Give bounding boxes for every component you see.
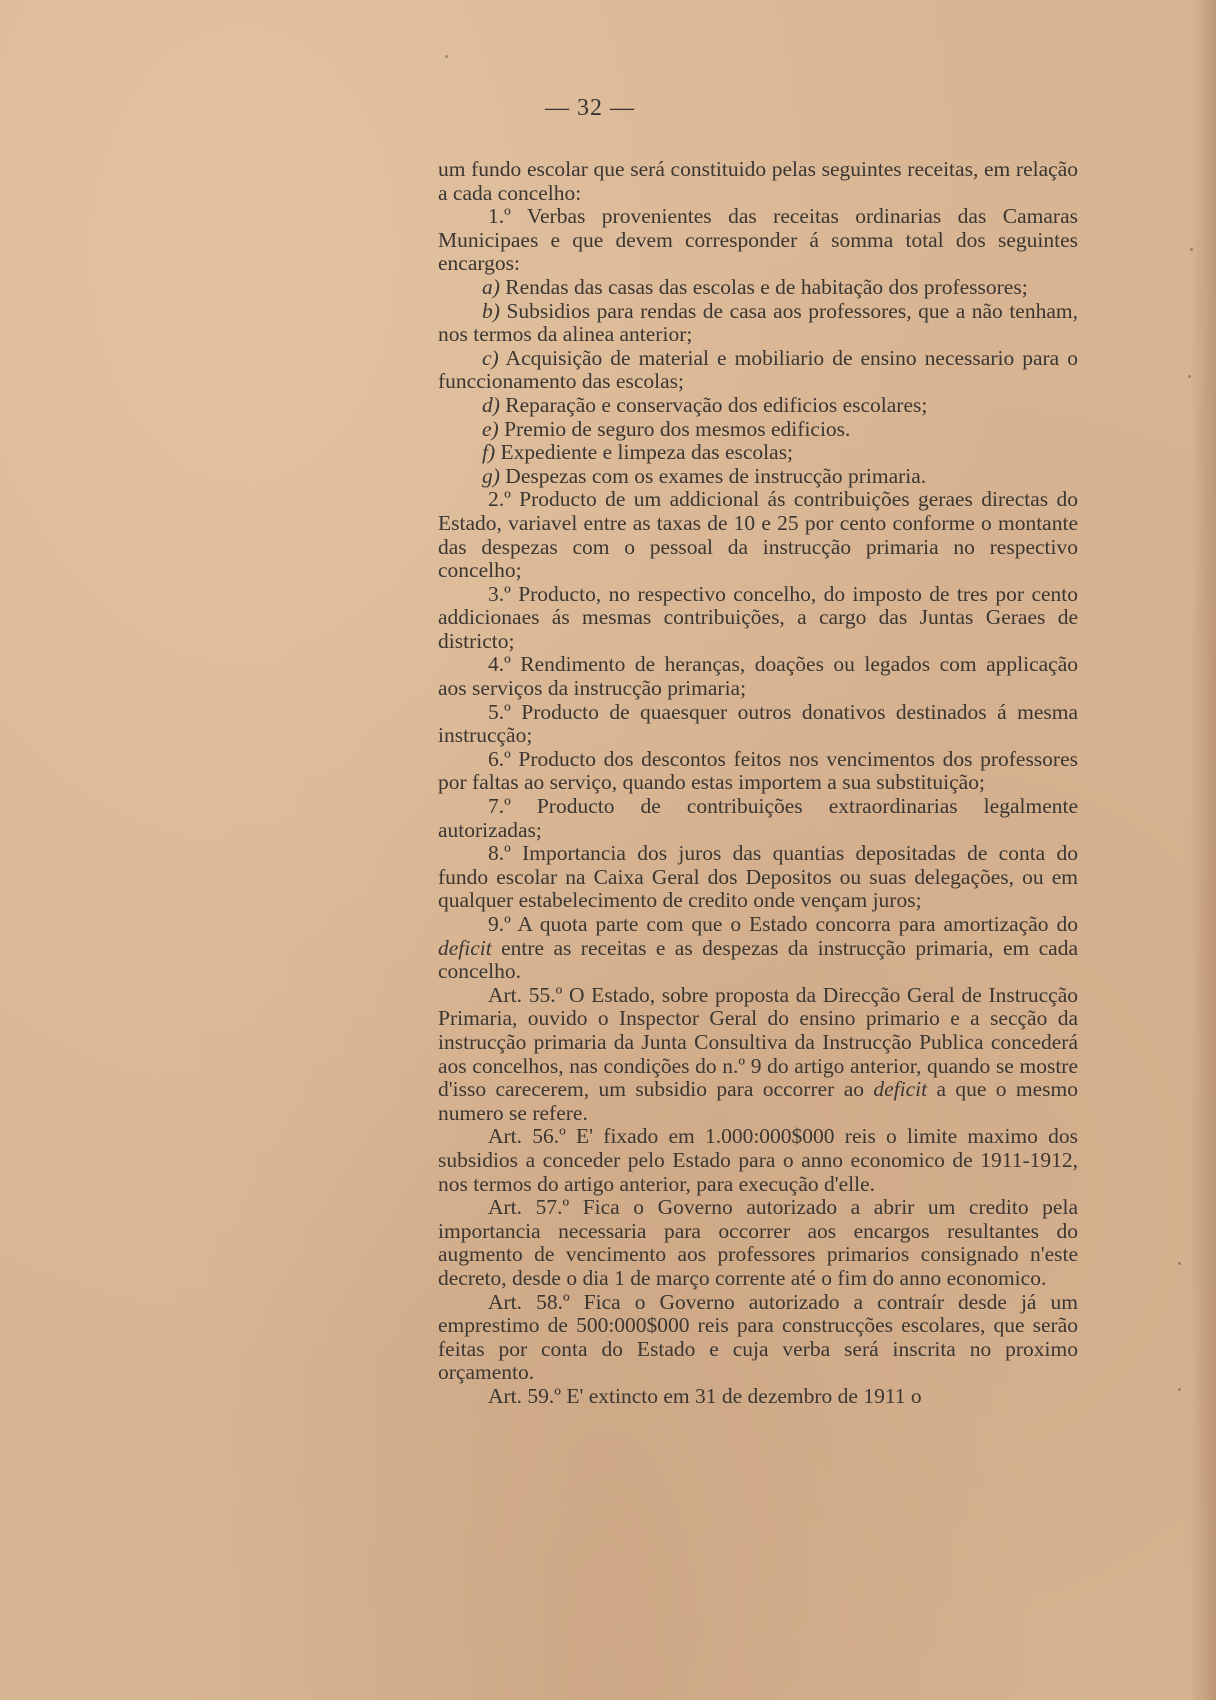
paragraph-intro: um fundo escolar que será constituido pelas seguintes receitas, em relação a cada concelho: [438,157,1078,205]
item-letter: f) [482,440,496,465]
paragraph-item-5: 5.º Producto de quaesquer outros donativos destinados á mesma instrucção; [438,699,1078,748]
paragraph-article-56: Art. 56.º E' fixado em 1.000:000$000 reis o limite maximo dos subsidios a conceder pelo Estado para o anno economico de 1911-1912, nos termos do artigo anterior, para execução d'elle. [438,1124,1078,1196]
page-edge-shadow [1190,0,1216,1700]
paper-speck [1178,1262,1181,1265]
paragraph-item-1: 1.º Verbas provenientes das receitas ordinarias das Camaras Municipaes e que devem corresponder á somma total dos seguintes encargos: [438,204,1078,276]
paragraph-item-a [438,276,1078,300]
item-letter: e) [482,416,499,441]
item-text: Rendas das casas das escolas e de habitação dos professores; [499,274,1028,299]
paragraph-item-4: 4.º Rendimento de heranças, doações ou legados com applicação aos serviços da instrucção primaria; [438,652,1078,701]
paragraph-item-6: 6.º Producto dos descontos feitos nos vencimentos dos professores por faltas ao serviço, quando estas importem a sua substituição; [438,746,1078,795]
paragraph-article-58: Art. 58.º Fica o Governo autorizado a contraír desde já um emprestimo de 500:000$000 reis para construcções escolares, que serão feitas por conta do Estado e cuja verba será inscrita no proximo orçamento. [438,1289,1078,1385]
paragraph-item-3: 3.º Producto, no respectivo concelho, do imposto de tres por cento addicionaes ás mesmas contribuições, a cargo das Juntas Geraes de districto; [438,581,1078,653]
paragraph-item-b [438,300,1078,347]
item-letter: d) [482,392,500,417]
item-letter: c) [482,345,499,370]
paragraph-article-59: Art. 59.º E' extincto em 31 de dezembro de 1911 o [488,1383,922,1408]
text-segment: entre as receitas e as despezas da instrucção primaria, em cada concelho. [438,935,1078,984]
item-text: Reparação e conservação dos edificios escolares; [499,392,928,417]
paper-speck [1188,375,1191,378]
paper-speck [1178,1388,1181,1391]
italic-term: deficit [873,1077,928,1102]
item-text: Despezas com os exames de instrucção primaria. [499,463,927,488]
item-letter: b) [482,298,500,323]
paragraph-item-9 [438,913,1078,984]
paragraph-article-57: Art. 57.º Fica o Governo autorizado a abrir um credito pela importancia necessaria para occorrer aos encargos resultantes do augmento de vencimento aos professores primarios consignado n'este decreto, desde o dia 1 de março corrente até o fim do anno economico. [438,1195,1078,1290]
paragraph-article-55 [438,984,1078,1126]
item-letter: g) [482,463,500,488]
text-segment: 9.º A quota parte com que o Estado concorra para amortização do [488,912,1078,936]
paragraph-item-2: 2.º Producto de um addicional ás contribuições geraes directas do Estado, variavel entre as taxas de 10 e 25 por cento conforme o montante das despezas com o pessoal da instrucção primaria no respectivo concelho; [438,487,1078,583]
body-text [438,158,1078,1408]
paragraph-item-f [438,441,1078,465]
paragraph-item-8: 8.º Importancia dos juros das quantias depositadas de conta do fundo escolar na Caixa Geral dos Depositos ou suas delegações, ou em qualquer estabelecimento de credito onde vençam juros; [438,841,1078,913]
item-text: Expediente e limpeza das escolas; [495,440,794,465]
text-segment: a que o mesmo numero se refere. [438,1077,1078,1125]
item-letter: a) [482,274,500,299]
item-text: Subsidios para rendas de casa aos professores, que a não tenham, nos termos da alinea anterior; [438,298,1078,347]
italic-term: deficit [438,935,492,960]
paragraph-item-g [438,465,1078,489]
paragraph-item-c [438,347,1078,394]
item-text: Premio de seguro dos mesmos edificios. [498,416,851,441]
paragraph-item-7: 7.º Producto de contribuições extraordinarias legalmente autorizadas; [438,794,1078,842]
paragraph-item-d [438,394,1078,418]
text-segment: Art. 55.º O Estado, sobre proposta da Direcção Geral de Instrucção Primaria, ouvido o Inspector Geral do ensino primario e a secção da instrucção primaria da Junta Consultiva da Instrucção Publica concederá aos concelhos, nas condições do n.º 9 do artigo anterior, quando se mostre d'isso carecerem, um subsidio para occorrer ao [438,982,1078,1102]
page-number: — 32 — [545,95,635,121]
paper-speck [445,55,448,58]
paper-speck [1190,248,1193,251]
paragraph-item-e [438,418,1078,442]
item-text: Acquisição de material e mobiliario de ensino necessario para o funccionamento das escolas; [438,345,1078,394]
